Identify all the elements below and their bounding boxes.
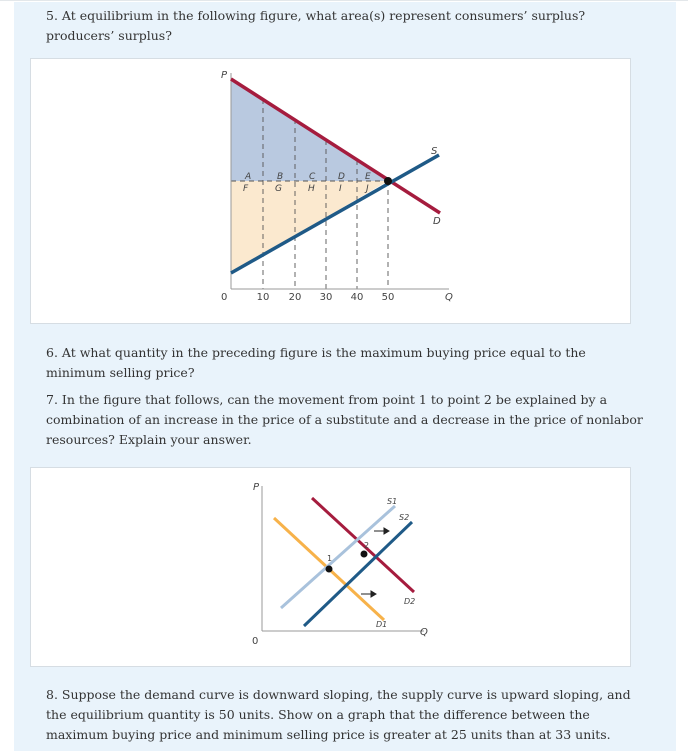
question-text: Suppose the demand curve is downward sloping, the supply curve is upward sloping, and the equilibrium quantity is 50 units. Show on a graph that the difference between the maximum buying price and minimum selling price is greater at 25 units than at 33 units. [46, 687, 631, 742]
area-label-f: F [243, 184, 249, 194]
y-axis-label: P [253, 482, 260, 493]
surplus-chart [31, 59, 630, 323]
content-panel [14, 2, 676, 751]
supply-1-label: S1 [387, 497, 398, 506]
demand-label: D [433, 216, 441, 227]
question-text: At equilibrium in the following figure, what area(s) represent consumers’ surplus? producers’ surplus? [46, 8, 586, 43]
x-tick: 30 [319, 292, 333, 303]
point-1 [326, 566, 333, 573]
question-6 [46, 343, 646, 383]
area-label-e: E [365, 172, 371, 182]
point-2-label: 2 [364, 541, 370, 550]
figure-2-box [30, 467, 631, 667]
figure-1-box [30, 58, 631, 324]
point-2 [361, 551, 368, 558]
demand-1-label: D1 [376, 620, 388, 629]
supply-2-label: S2 [399, 513, 410, 522]
x-axis-label: Q [420, 627, 428, 638]
x-tick: 20 [288, 292, 302, 303]
area-label-b: B [277, 172, 284, 182]
question-7 [46, 390, 646, 450]
demand-2-label: D2 [404, 597, 416, 606]
question-text: At what quantity in the preceding figure is the maximum buying price equal to the minimum selling price? [46, 345, 586, 380]
area-label-h: H [308, 184, 315, 194]
x-tick: 10 [256, 292, 270, 303]
area-label-a: A [245, 172, 252, 182]
question-number: 7. [46, 392, 58, 407]
shift-arrows [361, 528, 389, 597]
question-number: 6. [46, 345, 58, 360]
origin-label: 0 [221, 292, 228, 303]
equilibrium-point [384, 177, 392, 185]
point-1-label: 1 [327, 554, 333, 563]
y-axis-label: P [221, 70, 228, 81]
x-tick-labels [257, 292, 395, 303]
question-5 [46, 6, 646, 46]
area-label-d: D [338, 172, 345, 182]
shift-chart [31, 468, 630, 666]
question-number: 8. [46, 687, 58, 702]
question-number: 5. [46, 8, 58, 23]
question-8 [46, 685, 646, 745]
x-axis-label: Q [445, 292, 453, 303]
x-tick: 40 [350, 292, 364, 303]
area-label-g: G [275, 184, 282, 194]
question-text: In the figure that follows, can the movement from point 1 to point 2 be explained by a combination of an increase in the price of a substitute and a decrease in the price of nonlabor resources? Explain your answer. [46, 392, 643, 447]
x-tick: 50 [381, 292, 395, 303]
origin-label: 0 [252, 636, 259, 647]
area-label-c: C [309, 172, 316, 182]
top-divider [0, 0, 688, 1]
area-label-j: J [366, 184, 369, 194]
area-label-i: I [339, 184, 342, 194]
supply-label: S [431, 146, 438, 157]
